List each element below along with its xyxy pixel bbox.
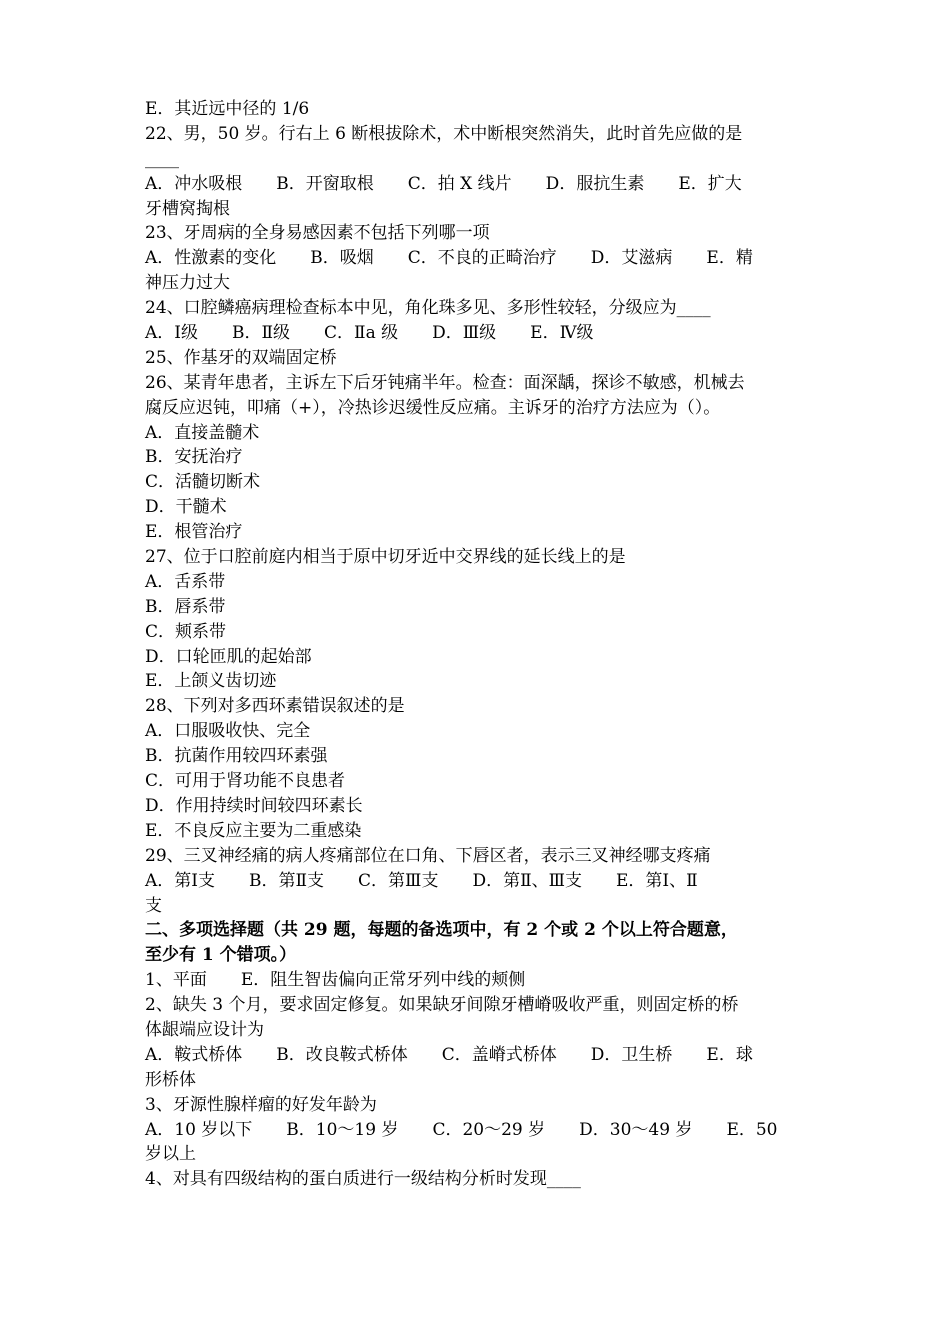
question-2-continuation: 体龈端应设计为: [145, 1019, 264, 1040]
option-c: C．颊系带: [145, 621, 227, 642]
question-3: 3、牙源性腺样瘤的好发年龄为: [145, 1094, 377, 1115]
option-a: A．直接盖髓术: [145, 422, 260, 443]
question-2: 2、缺失 3 个月，要求固定修复。如果缺牙间隙牙槽嵴吸收严重，则固定桥的桥: [145, 995, 739, 1016]
question-26: 26、某青年患者，主诉左下后牙钝痛半年。检查：面深龋，探诊不敏感，机械去: [145, 372, 745, 393]
option-line: E．其近远中径的 1/6: [145, 99, 310, 119]
options-line: A．性激素的变化 B．吸烟 C．不良的正畸治疗 D．艾滋病 E．精: [145, 248, 753, 269]
options-line: A．第Ⅰ支 B．第Ⅱ支 C．第Ⅲ支 D．第Ⅱ、Ⅲ支 E．第Ⅰ、Ⅱ: [145, 870, 698, 891]
options-continuation: 岁以上: [145, 1144, 196, 1165]
options-line: A．Ⅰ级 B．Ⅱ级 C．Ⅱa 级 D．Ⅲ级 E．Ⅳ级: [145, 323, 594, 344]
option-d: D．干髓术: [145, 497, 227, 518]
option-d: D．作用持续时间较四环素长: [145, 795, 363, 816]
option-e: E．根管治疗: [145, 522, 243, 543]
option-b: B．抗菌作用较四环素强: [145, 746, 328, 767]
question-4: 4、对具有四级结构的蛋白质进行一级结构分析时发现____: [145, 1169, 581, 1190]
section-heading: 二、多项选择题（共 29 题，每题的备选项中，有 2 个或 2 个以上符合题意，: [145, 920, 738, 941]
options-continuation: 形桥体: [145, 1069, 196, 1090]
option-e: E．不良反应主要为二重感染: [145, 820, 362, 841]
option-c: C．可用于肾功能不良患者: [145, 771, 346, 792]
question-29: 29、三叉神经痛的病人疼痛部位在口角、下唇区者，表示三叉神经哪支疼痛: [145, 845, 711, 866]
options-line: A．冲水吸根 B．开窗取根 C．拍 X 线片 D．服抗生素 E．扩大: [145, 173, 742, 194]
options-continuation: 支: [145, 895, 162, 916]
answer-blank: ____: [145, 148, 179, 169]
question-25: 25、作基牙的双端固定桥: [145, 347, 337, 368]
option-a: A．舌系带: [145, 571, 226, 592]
option-b: B．唇系带: [145, 596, 226, 617]
question-28: 28、下列对多西环素错误叙述的是: [145, 696, 405, 717]
question-27: 27、位于口腔前庭内相当于原中切牙近中交界线的延长线上的是: [145, 547, 626, 568]
option-c: C．活髓切断术: [145, 472, 261, 493]
option-e: E．上颌义齿切迹: [145, 671, 277, 692]
question-24: 24、口腔鳞癌病理检查标本中见，角化珠多见、多形性较轻，分级应为____: [145, 298, 711, 319]
option-b: B．安抚治疗: [145, 447, 243, 468]
option-d: D．口轮匝肌的起始部: [145, 646, 312, 667]
question-1: 1、平面 E．阻生智齿偏向正常牙列中线的颊侧: [145, 970, 526, 991]
question-23: 23、牙周病的全身易感因素不包括下列哪一项: [145, 223, 490, 244]
question-22: 22、男，50 岁。行右上 6 断根拔除术，术中断根突然消失，此时首先应做的是: [145, 123, 743, 144]
document-body: [145, 97, 815, 1192]
section-heading-continuation: 至少有 1 个错项。）: [145, 945, 297, 966]
question-26-continuation: 腐反应迟钝，叩痛（+），冷热诊迟缓性反应痛。主诉牙的治疗方法应为（）。: [145, 397, 721, 418]
options-line: A．10 岁以下 B．10～19 岁 C．20～29 岁 D．30～49 岁 E．50: [145, 1119, 778, 1140]
options-continuation: 神压力过大: [145, 273, 230, 294]
options-line: A．鞍式桥体 B．改良鞍式桥体 C．盖嵴式桥体 D．卫生桥 E．球: [145, 1044, 753, 1065]
option-a: A．口服吸收快、完全: [145, 721, 311, 742]
options-continuation: 牙槽窝掏根: [145, 198, 230, 219]
